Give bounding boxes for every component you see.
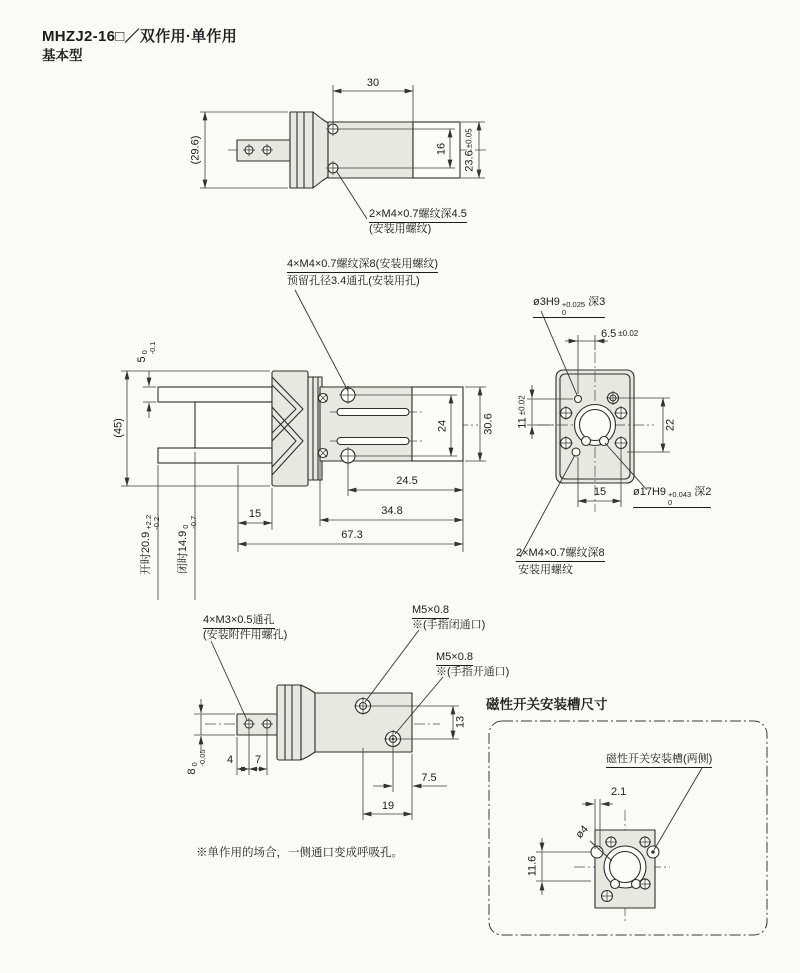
dim-6-5: 6.5 ±0.02	[601, 328, 639, 340]
note-m3-2: (安装附件用螺孔)	[203, 629, 288, 641]
single-acting-footnote: ※单作用的场合，一侧通口变成呼吸孔。	[196, 847, 403, 859]
dim-67-3: 67.3	[341, 529, 363, 541]
dim-24-5: 24.5	[396, 475, 418, 487]
note-switch-slot: 磁性开关安装槽(两侧)	[606, 753, 712, 768]
dim-11: 11±0.02	[516, 395, 529, 429]
dim-4: 4	[226, 754, 234, 766]
page-title: MHZJ2-16□／双作用·单作用	[42, 28, 238, 45]
note-m5-open-2: ※(手指开通口)	[436, 666, 510, 678]
note-m3-1: 4×M3×0.5通孔	[203, 614, 275, 629]
dim-45: (45)	[112, 418, 125, 438]
dim-30: 30	[366, 77, 380, 89]
dim-5: 5 0 -0.1	[136, 341, 157, 363]
dim-8: 8 0 -0.05	[186, 749, 207, 775]
dim-15-end: 15	[593, 486, 607, 498]
note-m5-close-1: M5×0.8	[412, 604, 449, 619]
note-m4-end-1: 2×M4×0.7螺纹深8	[516, 547, 605, 562]
switch-box-title: 磁性开关安装槽尺寸	[486, 697, 608, 712]
dim-16: 16	[435, 142, 448, 156]
note-pin-hole: ø3H9 +0.025 0 深3	[533, 296, 606, 317]
page-subtitle: 基本型	[42, 48, 83, 63]
note-thread-side-2: 预留孔径3.4通孔(安装用孔)	[287, 275, 420, 287]
note-m5-open-1: M5×0.8	[436, 651, 473, 666]
bottom-view	[194, 630, 459, 820]
dim-2-1: 2.1	[611, 786, 627, 798]
dim-23-6: 23.6±0.05	[463, 128, 476, 172]
note-m4-end-2: 安装用螺纹	[518, 564, 573, 576]
dim-11-6: 11.6	[526, 855, 539, 877]
dim-7-5: 7.5	[421, 772, 437, 784]
end-view	[520, 311, 670, 557]
note-m5-close-2: ※(手指闭通口)	[412, 619, 486, 631]
dim-34-8: 34.8	[381, 505, 403, 517]
dim-15-side: 15	[248, 508, 262, 520]
dim-19: 19	[381, 800, 395, 812]
dim-29-6: (29.6)	[189, 135, 202, 165]
dim-24: 24	[436, 419, 449, 433]
note-m4-top-view: 2×M4×0.7螺纹深4.5	[369, 208, 467, 223]
note-thread-side-1: 4×M4×0.7螺纹深8(安装用螺纹)	[287, 258, 438, 273]
dim-o4: ø4	[573, 823, 591, 841]
side-view	[121, 290, 486, 600]
dim-closed: 闭时14.9 0 -0.7	[177, 515, 198, 575]
dim-7: 7	[254, 754, 262, 766]
dim-13: 13	[454, 715, 467, 729]
note-bore: ø17H9 +0.043 0 深2	[633, 486, 712, 507]
dim-22: 22	[664, 418, 677, 432]
note-m4-top-view-2: (安装用螺纹)	[369, 223, 432, 235]
dim-open: 开时20.9 +2.2 -0.2	[140, 514, 161, 576]
dim-30-6: 30.6	[482, 413, 495, 435]
